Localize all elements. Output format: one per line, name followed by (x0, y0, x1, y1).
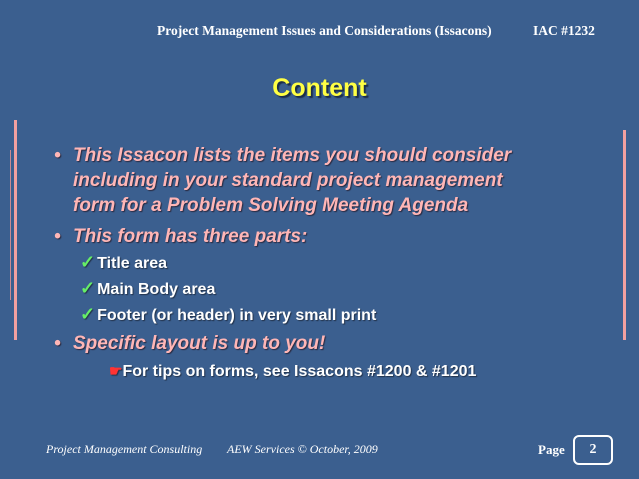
bullet-3-line-1: Specific layout is up to you! (73, 333, 326, 354)
header-id: IAC #1232 (533, 23, 595, 38)
sub-item-title-area (80, 252, 167, 274)
left-accent-bar (14, 120, 17, 340)
page-number: 2 (573, 435, 613, 465)
tip-item (109, 362, 476, 382)
bullet-marker: • (54, 226, 61, 247)
bullet-1-line-2: including in your standard project management (73, 170, 503, 191)
sub-item-label: Title area (97, 255, 168, 272)
bullet-2-line-1: This form has three parts: (73, 226, 308, 247)
checkmark-icon: ✓ (80, 304, 96, 324)
bullet-marker: • (54, 333, 61, 354)
checkmark-icon: ✓ (80, 252, 96, 272)
sub-item-footer (80, 304, 376, 326)
bullet-marker: • (54, 145, 61, 166)
right-accent-bar (623, 130, 626, 340)
bullet-1-line-3: form for a Problem Solving Meeting Agenda (73, 195, 469, 216)
checkmark-icon: ✓ (80, 278, 96, 298)
sub-item-label: Footer (or header) in very small print (97, 307, 377, 324)
footer-copyright: AEW Services © October, 2009 (227, 442, 378, 456)
footer-left: Project Management Consulting (46, 442, 203, 456)
bullet-1-line-1: This Issacon lists the items you should consider (73, 145, 512, 166)
sub-item-main-body (80, 278, 215, 300)
slide-title: Content (272, 74, 367, 102)
sub-item-label: Main Body area (97, 281, 216, 298)
footer-page-label: Page (538, 442, 565, 457)
tip-text: For tips on forms, see Issacons #1200 & #1201 (122, 363, 477, 380)
pointing-hand-icon: ☛ (109, 363, 123, 380)
left-accent-line (10, 150, 11, 300)
header-title: Project Management Issues and Considerations (Issacons) (157, 23, 492, 38)
